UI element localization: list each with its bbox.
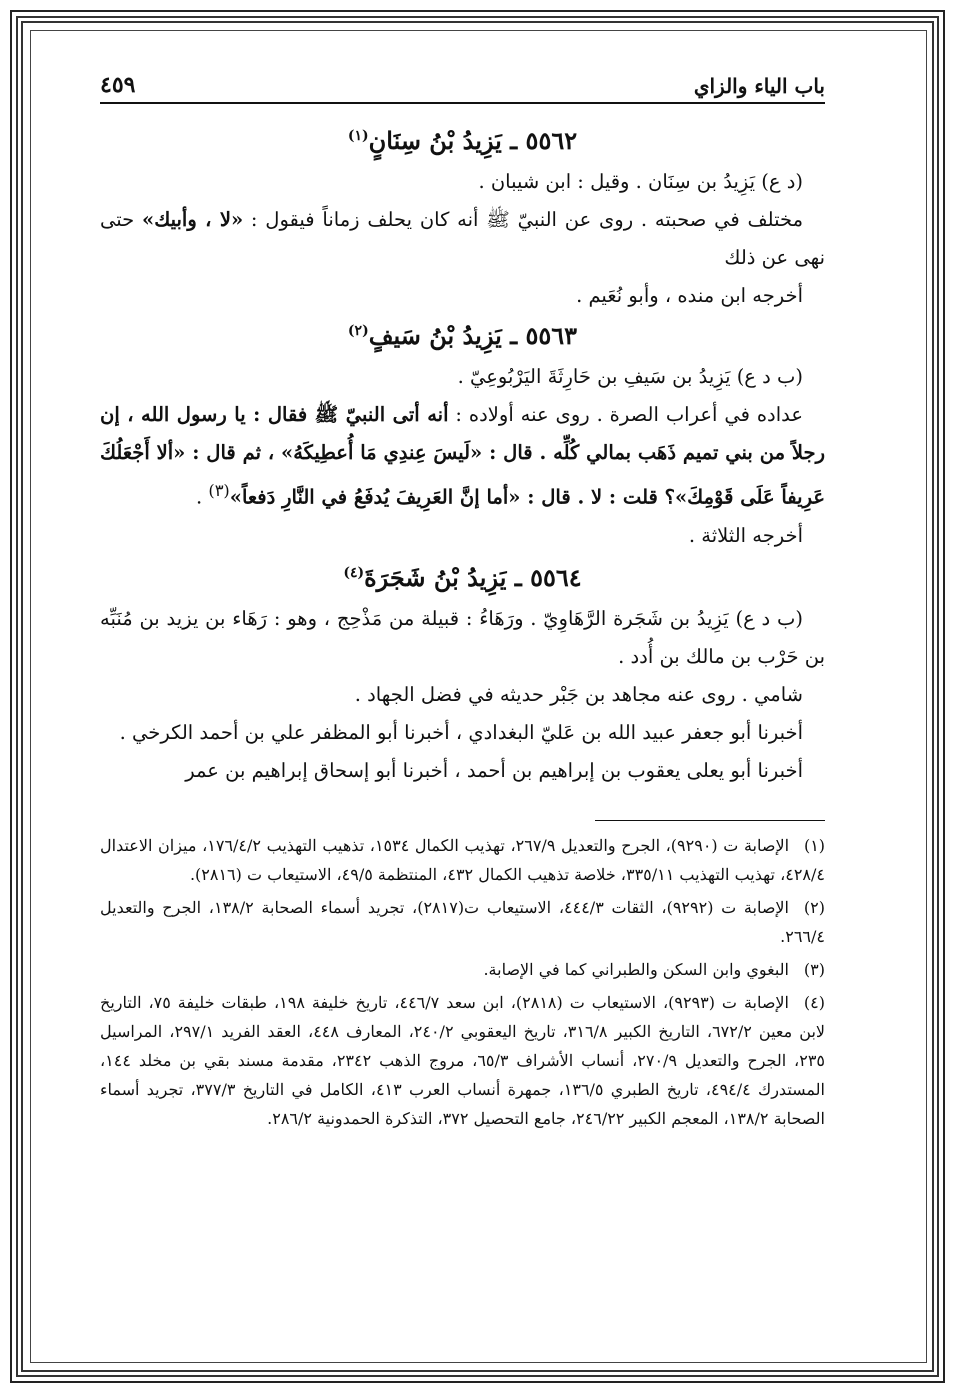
entry-paragraph: أخرجه الثلاثة . <box>688 523 803 547</box>
entry-title: ٥٥٦٤ ـ يَزِيدُ بْنُ شَجَرَةَ <box>364 562 582 592</box>
footnote <box>100 988 825 1133</box>
entry-paragraph: (ب د ع) يَزِيدُ بن شَجَرة الرَّهَاوِيّ . ورَهَاءُ : قبيلة من مَذْحِج ، وهو : رَهَاء بن يزيد بن مُنَبِّه بن حَرْب بن مالك بن أُدد . <box>100 606 825 668</box>
footnote-separator <box>595 820 825 821</box>
footnote-number: (٢) <box>803 897 825 917</box>
footnote-text: الإصابة ت (٩٢٩٣)، الاستيعاب ت (٢٨١٨)، ابن سعد ٤٤٦/٧، تاريخ خليفة ١٩٨، طبقات خليفة ٧٥، التاريخ لابن معين ٦٧٢/٢، التاريخ الكبير ٣١٦/٨، تاريخ اليعقوبي ٢٤٠/٢، المعارف ٤٤٨، العقد الفريد ٢٩٧/١، المراسيل ٢٣٥، الجرح والتعديل ٢٧٠/٩، أنساب الأشراف ٦٥/٣، مروج الذهب ٢٣٤٢، مقدمة مسند بقي بن مخلد ١٤٤، المستدرك ٤٩٤/٤، تاريخ الطبري ١٣٦/٥، جمهرة أنساب العرب ٤١٣، الكامل في التاريخ ٣٧٧/٣، تجريد أسماء الصحابة ١٣٨/٢، المعجم الكبير ٢٤٦/٢٢، جامع التحصيل ٣٧٢، التذكرة الحمدونية ٢٨٦/٢. <box>100 992 826 1128</box>
entry-paragraph: أخبرنا أبو جعفر عبيد الله بن عَليّ البغدادي ، أخبرنا أبو المظفر علي بن أحمد الكرخي . <box>119 720 803 744</box>
entry-paragraph: (ب د ع) يَزِيدُ بن سَيفِ بن حَارِثَةَ اليَرْبُوعِيّ . <box>457 365 803 388</box>
quotation: أنه أتى النبيّ ﷺ فقال : يا رسول الله ، إن رجلاً من بني تميم ذَهَب بمالي كُلِّه . قال : «لَيسَ عِندِي مَا أُعطِيكَهُ» ، ثم قال : «ألا أَجْعَلُكَ عَرِيفاً عَلَى قَوْمِكَ»؟ قلت : لا . قال : «أما إنَّ العَرِيفَ يُدفَعُ في النَّارِ دَفعاً» <box>100 403 825 509</box>
entry-title: ٥٥٦٣ ـ يَزِيدُ بْنُ سَيفٍ <box>368 321 578 350</box>
entry-title: ٥٥٦٢ ـ يَزِيدُ بْنُ سِنَانٍ <box>368 126 578 155</box>
paragraph-text: مختلف في صحبته . روى عن النبيّ ﷺ أنه كان يحلف زماناً فيقول : <box>243 208 804 231</box>
page-content <box>100 58 825 1338</box>
entry-paragraph: أخرجه ابن منده ، وأبو نُعَيم . <box>576 284 803 307</box>
entry-paragraph: أخبرنا أبو يعلى يعقوب بن إبراهيم بن أحمد ، أخبرنا أبو إسحاق إبراهيم بن عمر <box>185 758 803 782</box>
page-number: ٤٥٩ <box>100 72 136 98</box>
paragraph-text: حتى نهى عن ذلك <box>100 208 825 269</box>
quotation: «لا ، وأبيك» <box>142 208 244 231</box>
chapter-title: باب الياء والزاي <box>693 74 825 98</box>
footnote-ref: (٤) <box>343 564 365 581</box>
footnote <box>100 893 825 951</box>
footnote-ref: (٣) <box>208 481 230 500</box>
footnote-ref: (١) <box>347 128 369 144</box>
entry-heading <box>100 321 825 350</box>
entry-heading <box>100 563 825 592</box>
paragraph-text: عداده في أعراب الصرة . روى عنه أولاده : <box>448 403 804 426</box>
footnote-text: الإصابة ت (٩٢٩٢)، الثقات ٤٤٤/٣، الاستيعاب ت(٢٨١٧)، تجريد أسماء الصحابة ١٣٨/٢، الجرح والتعديل ٢٦٦/٤. <box>100 897 825 946</box>
footnote-number: (١) <box>803 835 826 855</box>
running-header <box>100 58 825 104</box>
footnote-text: البغوي وابن السكن والطبراني كما في الإصابة. <box>483 959 789 979</box>
paragraph-text: . <box>195 485 209 509</box>
entry-paragraph <box>100 396 825 517</box>
entry-paragraph <box>100 201 825 277</box>
footnote <box>100 831 825 889</box>
entry-paragraph: شامي . روى عنه مجاهد بن جَبْر حديثه في فضل الجهاد . <box>354 682 803 706</box>
footnotes <box>100 831 825 1133</box>
footnote-ref: (٢) <box>347 323 369 339</box>
footnote <box>100 955 825 984</box>
footnote-number: (٤) <box>803 992 826 1012</box>
footnote-number: (٣) <box>803 959 825 979</box>
entry-paragraph: (د ع) يَزِيدُ بن سِنَان . وقيل : ابن شيبان . <box>478 170 803 193</box>
footnote-text: الإصابة ت (٩٢٩٠)، الجرح والتعديل ٢٦٧/٩، تهذيب الكمال ١٥٣٤، تذهيب التهذيب ١٧٦/٤/٢، ميزان الاعتدال ٤٢٨/٤، تهذيب التهذيب ٣٣٥/١١، خلاصة تذهيب الكمال ٤٣٢، المنتظمة ٤٩/٥، الاستيعاب ت (٢٨١٦). <box>100 835 825 884</box>
entry-heading <box>100 126 825 155</box>
